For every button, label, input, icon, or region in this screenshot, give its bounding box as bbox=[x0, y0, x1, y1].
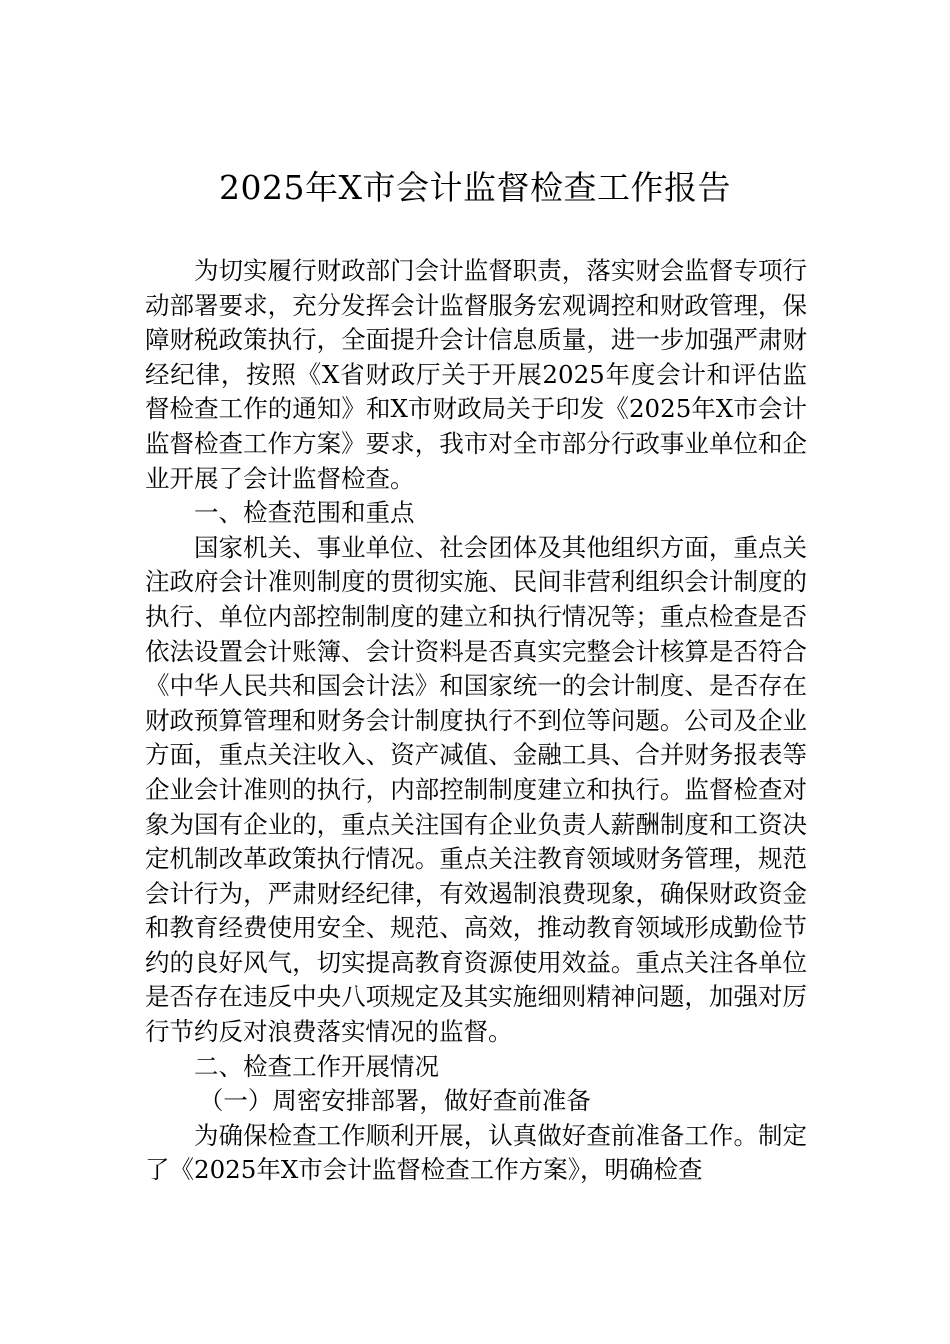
intro-paragraph: 为切实履行财政部门会计监督职责，落实财会监督专项行动部署要求，充分发挥会计监督服务宏观调控和财政管理，保障财税政策执行，全面提升会计信息质量，进一步加强严肃财经纪律，按照《X省财政厅关于开展2025年度会计和评估监督检查工作的通知》和X市财政局关于印发《2025年X市会计监督检查工作方案》要求，我市对全市部分行政事业单位和企业开展了会计监督检查。 bbox=[145, 256, 807, 493]
section-heading-scope: 一、检查范围和重点 bbox=[194, 498, 415, 528]
document-title: 2025年X市会计监督检查工作报告 bbox=[219, 168, 731, 207]
section-heading-progress: 二、检查工作开展情况 bbox=[194, 1051, 439, 1081]
preparation-paragraph: 为确保检查工作顺利开展，认真做好查前准备工作。制定了《2025年X市会计监督检查工作方案》，明确检查 bbox=[145, 1120, 807, 1185]
document-body bbox=[145, 254, 807, 1188]
subsection-heading-preparation: （一）周密安排部署，做好查前准备 bbox=[198, 1086, 591, 1116]
scope-paragraph: 国家机关、事业单位、社会团体及其他组织方面，重点关注政府会计准则制度的贯彻实施、民间非营利组织会计制度的执行、单位内部控制制度的建立和执行情况等；重点检查是否依法设置会计账簿、会计资料是否真实完整会计核算是否符合《中华人民共和国会计法》和国家统一的会计制度、是否存在财政预算管理和财务会计制度执行不到位等问题。公司及企业方面，重点关注收入、资产减值、金融工具、合并财务报表等企业会计准则的执行，内部控制制度建立和执行。监督检查对象为国有企业的，重点关注国有企业负责人薪酬制度和工资决定机制改革政策执行情况。重点关注教育领域财务管理，规范会计行为，严肃财经纪律，有效遏制浪费现象，确保财政资金和教育经费使用安全、规范、高效，推动教育领域形成勤俭节约的良好风气，切实提高教育资源使用效益。重点关注各单位是否存在违反中央八项规定及其实施细则精神问题，加强对厉行节约反对浪费落实情况的监督。 bbox=[145, 532, 807, 1047]
